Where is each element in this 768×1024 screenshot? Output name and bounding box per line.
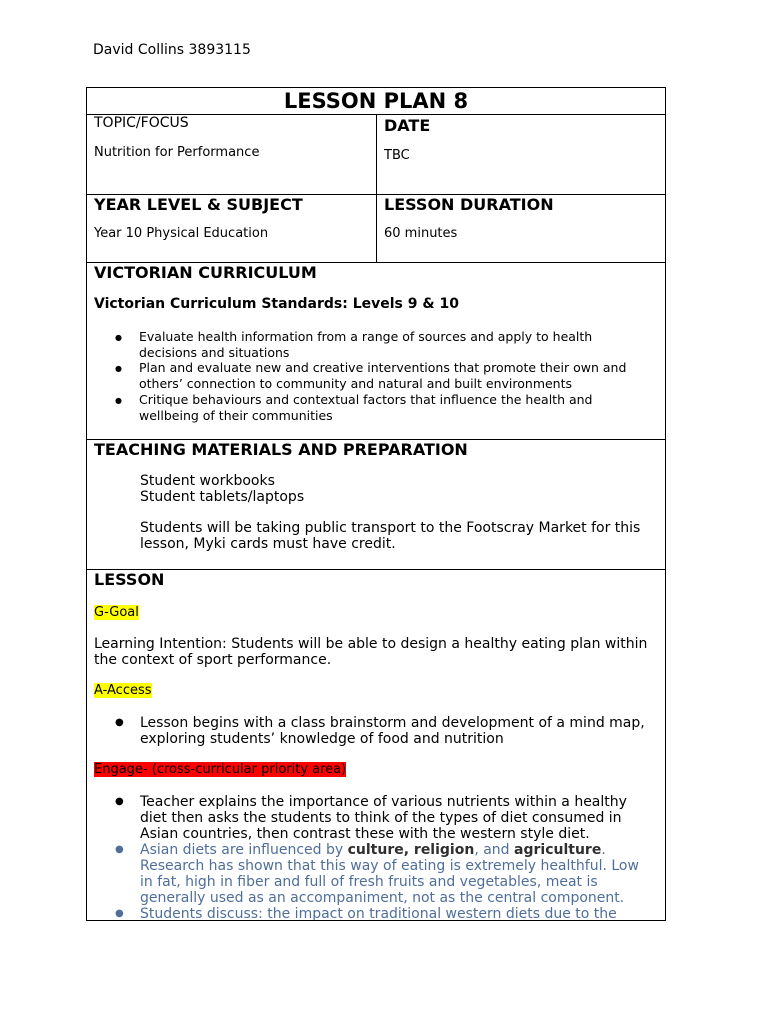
engage-label: Engage- (cross-curricular priority area) xyxy=(94,762,347,777)
duration-cell xyxy=(377,195,665,262)
author-header: David Collins 3893115 xyxy=(93,42,251,58)
engage-item-2-line-4: generally used as an accompaniment, not as the central component. xyxy=(140,890,625,906)
curriculum-section xyxy=(87,263,665,440)
access-item-line-1: Lesson begins with a class brainstorm and development of a mind map, xyxy=(140,715,645,731)
engage-item-1-line-1: Teacher explains the importance of various nutrients within a healthy xyxy=(140,794,627,810)
engage-item-2-line-2: Research has shown that this way of eating is extremely healthful. Low xyxy=(140,858,639,874)
goal-label: G-Goal xyxy=(94,605,139,620)
bullet-icon: ● xyxy=(115,717,124,728)
materials-section xyxy=(87,440,665,570)
curriculum-item-1-line-2: decisions and situations xyxy=(139,345,290,360)
curriculum-heading: VICTORIAN CURRICULUM xyxy=(94,263,317,282)
topic-cell xyxy=(87,115,377,194)
duration-label: LESSON DURATION xyxy=(384,195,554,214)
date-value: TBC xyxy=(384,148,410,163)
lesson-section xyxy=(87,570,665,921)
materials-item-1: Student workbooks xyxy=(140,473,275,489)
bullet-icon: ● xyxy=(115,396,122,405)
engage-item-1-line-3: Asian countries, then contrast these with the western style diet. xyxy=(140,826,590,842)
duration-value: 60 minutes xyxy=(384,226,458,241)
year-label: YEAR LEVEL & SUBJECT xyxy=(94,195,303,214)
lesson-plan-table xyxy=(86,87,666,921)
lesson-plan-title: LESSON PLAN 8 xyxy=(87,88,665,115)
curriculum-item-3-line-1: Critique behaviours and contextual factors that influence the health and xyxy=(139,392,593,407)
curriculum-item-1-line-1: Evaluate health information from a range of sources and apply to health xyxy=(139,329,593,344)
materials-heading: TEACHING MATERIALS AND PREPARATION xyxy=(94,440,468,459)
engage-item-2-line-3: in fat, high in fiber and full of fresh fruits and vegetables, meat is xyxy=(140,874,598,890)
date-label: DATE xyxy=(384,116,431,135)
year-cell xyxy=(87,195,377,262)
topic-value: Nutrition for Performance xyxy=(94,145,260,160)
access-label: A-Access xyxy=(94,683,152,698)
bullet-icon: ● xyxy=(115,333,122,342)
materials-item-2: Student tablets/laptops xyxy=(140,489,305,505)
learning-intention-line-2: the context of sport performance. xyxy=(94,652,332,668)
bullet-icon: ● xyxy=(115,908,124,919)
engage-item-3-line-1: Students discuss: the impact on traditional western diets due to the xyxy=(140,906,617,921)
lesson-heading: LESSON xyxy=(94,570,165,589)
engage-item-1-line-2: diet then asks the students to think of the types of diet consumed in xyxy=(140,810,622,826)
curriculum-standards: Victorian Curriculum Standards: Levels 9 & 10 xyxy=(94,296,459,312)
topic-label: TOPIC/FOCUS xyxy=(94,115,189,131)
topic-date-row xyxy=(87,115,665,195)
date-cell xyxy=(377,115,665,194)
learning-intention-line-1: Learning Intention: Students will be able to design a healthy eating plan within xyxy=(94,636,648,652)
access-item-line-2: exploring students’ knowledge of food and nutrition xyxy=(140,731,504,747)
materials-note-line-2: lesson, Myki cards must have credit. xyxy=(140,536,396,552)
engage-item-2-line-1: Asian diets are influenced by culture, religion, and agriculture. xyxy=(140,842,606,858)
curriculum-item-2-line-1: Plan and evaluate new and creative interventions that promote their own and xyxy=(139,360,627,375)
bullet-icon: ● xyxy=(115,364,122,373)
curriculum-item-3-line-2: wellbeing of their communities xyxy=(139,408,333,423)
curriculum-item-2-line-2: others’ connection to community and natural and built environments xyxy=(139,376,573,391)
bullet-icon: ● xyxy=(115,796,124,807)
materials-note-line-1: Students will be taking public transport to the Footscray Market for this xyxy=(140,520,641,536)
bullet-icon: ● xyxy=(115,844,124,855)
year-value: Year 10 Physical Education xyxy=(94,226,269,241)
year-duration-row xyxy=(87,195,665,263)
